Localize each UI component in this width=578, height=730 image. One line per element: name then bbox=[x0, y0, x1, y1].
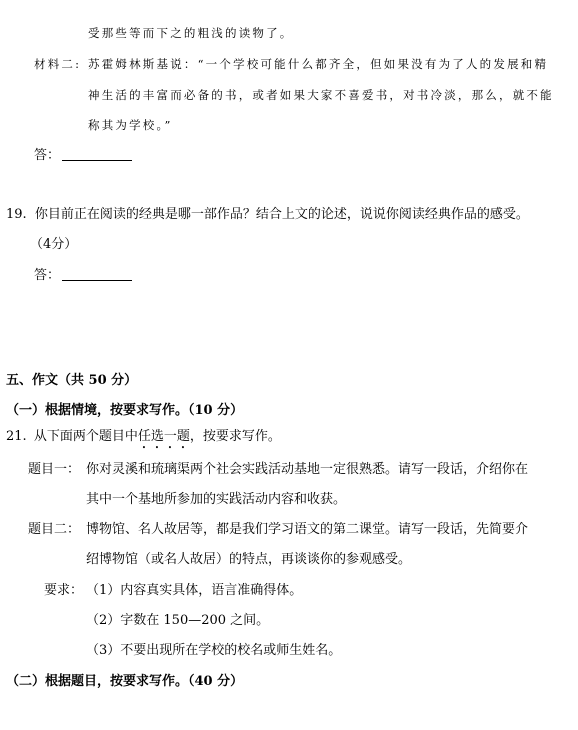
topic2-label: 题目二： bbox=[28, 522, 81, 537]
q19-score: （4分） bbox=[30, 237, 78, 252]
requirement-1: （1）内容真实具体，语言准确得体。 bbox=[86, 583, 303, 598]
material-line-1: 苏霍姆林斯基说：“一个学校可能什么都齐全，但如果没有为了人的发展和精 bbox=[88, 57, 549, 71]
section5-title: 五、作文（共 50 分） bbox=[6, 373, 138, 388]
answer-line-18 bbox=[34, 148, 132, 164]
topic1-line-1: 你对灵溪和琉璃渠两个社会实践活动基地一定很熟悉。请写一段话，介绍你在 bbox=[86, 462, 529, 477]
answer-label: 答： bbox=[34, 148, 61, 163]
q21-line bbox=[6, 429, 281, 452]
q21-number: 21. bbox=[6, 429, 27, 444]
topic1-line-2: 其中一个基地所参加的实践活动内容和收获。 bbox=[86, 492, 347, 507]
topic2-line-1: 博物馆、名人故居等，都是我们学习语文的第二课堂。请写一段话，先简要介 bbox=[86, 522, 529, 537]
section5-part1: （一）根据情境，按要求写作。（10 分） bbox=[6, 403, 244, 418]
topic2-line-2: 绍博物馆（或名人故居）的特点，再谈谈你的参观感受。 bbox=[86, 552, 412, 567]
answer-label: 答： bbox=[34, 268, 61, 283]
q19-text: 你目前正在阅读的经典是哪一部作品？结合上文的论述，说说你阅读经典作品的感受。 bbox=[34, 207, 529, 222]
q21-text-pre: 从下面两个题目中 bbox=[33, 429, 138, 444]
answer-blank bbox=[62, 148, 132, 161]
answer-blank bbox=[62, 268, 132, 281]
q21-text-post: ，按要求写作。 bbox=[189, 429, 281, 444]
material-label: 材料二: bbox=[34, 57, 82, 71]
topic1-label: 题目一： bbox=[28, 462, 81, 477]
requirements-label: 要求： bbox=[44, 583, 84, 598]
q19-number: 19. bbox=[6, 207, 27, 222]
requirement-3: （3）不要出现所在学校的校名或师生姓名。 bbox=[86, 643, 342, 658]
material-line-2: 神生活的丰富而必备的书，或者如果大家不喜爱书，对书冷淡，那么，就不能 bbox=[88, 88, 554, 102]
answer-line-19 bbox=[34, 268, 132, 284]
material-line-0: 受那些等而下之的粗浅的读物了。 bbox=[88, 26, 294, 40]
requirement-2: （2）字数在 150—200 之间。 bbox=[86, 613, 270, 628]
material-line-3: 称其为学校。” bbox=[88, 118, 173, 132]
q21-emphasis: 任选一题 bbox=[137, 429, 190, 444]
q19-line bbox=[6, 207, 529, 223]
section5-part2: （二）根据题目，按要求写作。（40 分） bbox=[6, 674, 244, 689]
